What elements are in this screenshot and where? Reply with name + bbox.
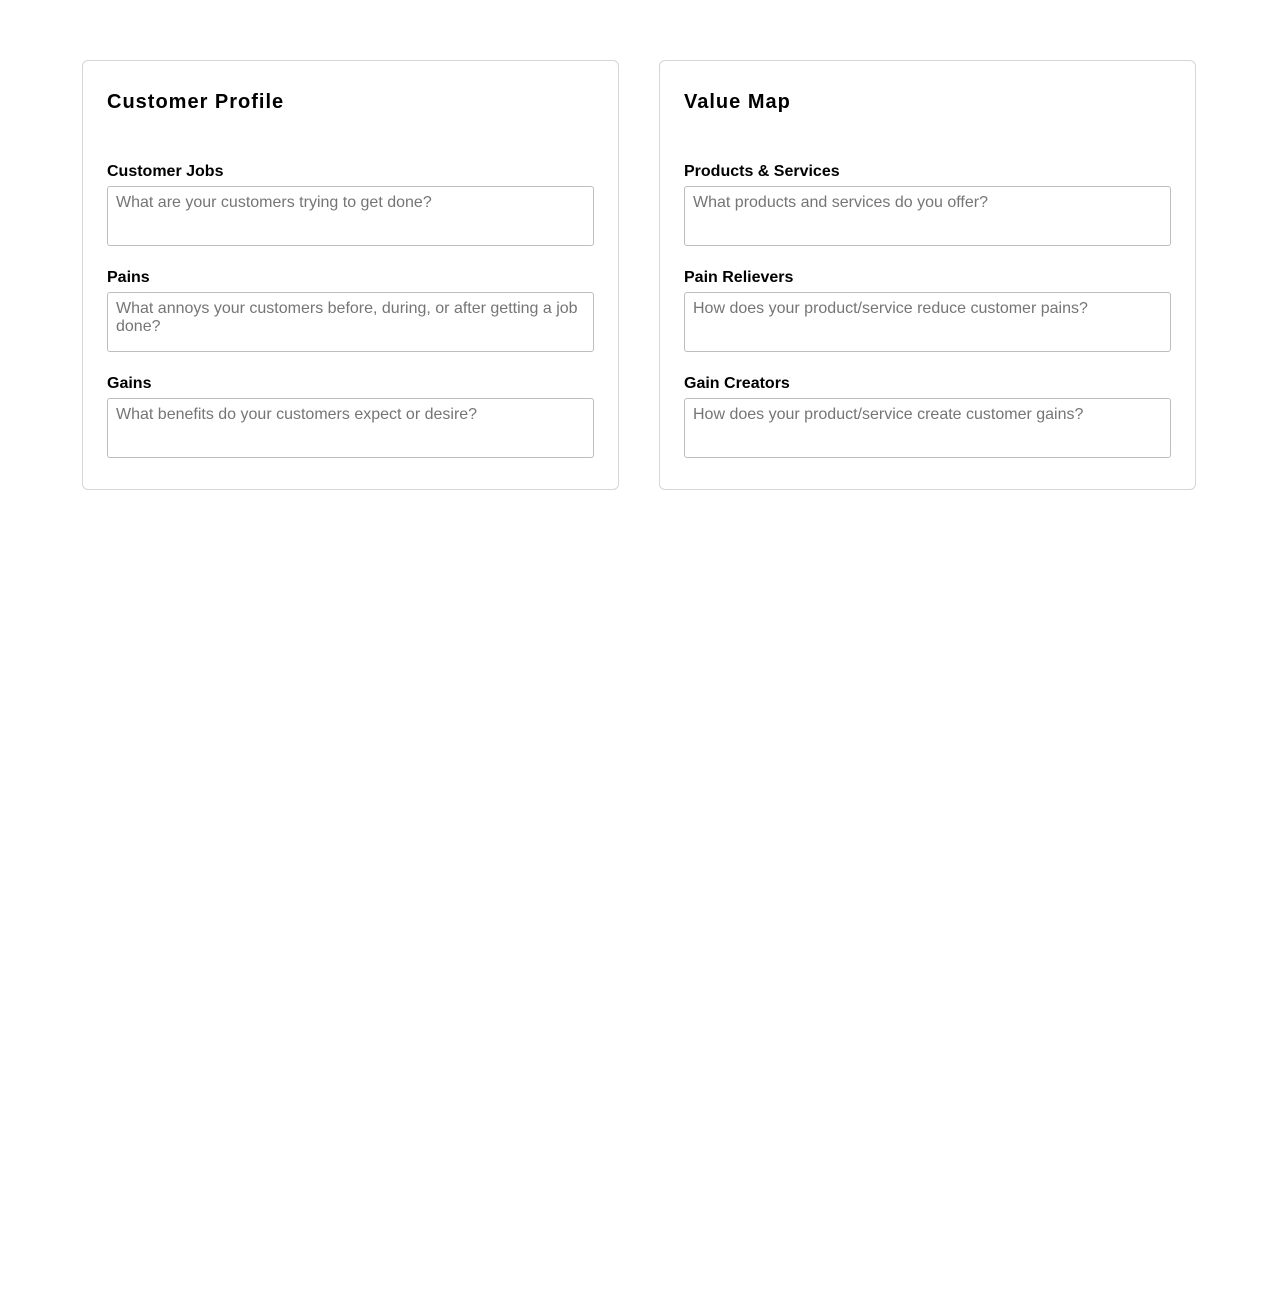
products-services-group bbox=[684, 162, 1171, 246]
products-services-label: Products & Services bbox=[684, 163, 840, 180]
value-map-title: Value Map bbox=[684, 91, 791, 113]
pains-input[interactable] bbox=[107, 292, 594, 352]
customer-profile-title: Customer Profile bbox=[107, 91, 285, 113]
gains-group bbox=[107, 374, 594, 458]
pain-relievers-input[interactable] bbox=[684, 292, 1171, 352]
pain-relievers-label: Pain Relievers bbox=[684, 269, 794, 286]
pain-relievers-group bbox=[684, 268, 1171, 352]
customer-profile-card bbox=[82, 60, 619, 490]
pains-label: Pains bbox=[107, 269, 150, 286]
pains-group bbox=[107, 268, 594, 352]
gain-creators-group bbox=[684, 374, 1171, 458]
gain-creators-input[interactable] bbox=[684, 398, 1171, 458]
customer-jobs-group bbox=[107, 162, 594, 246]
gain-creators-label: Gain Creators bbox=[684, 375, 790, 392]
gains-input[interactable] bbox=[107, 398, 594, 458]
customer-jobs-label: Customer Jobs bbox=[107, 163, 224, 180]
gains-label: Gains bbox=[107, 375, 152, 392]
value-map-card bbox=[659, 60, 1196, 490]
customer-jobs-input[interactable] bbox=[107, 186, 594, 246]
products-services-input[interactable] bbox=[684, 186, 1171, 246]
